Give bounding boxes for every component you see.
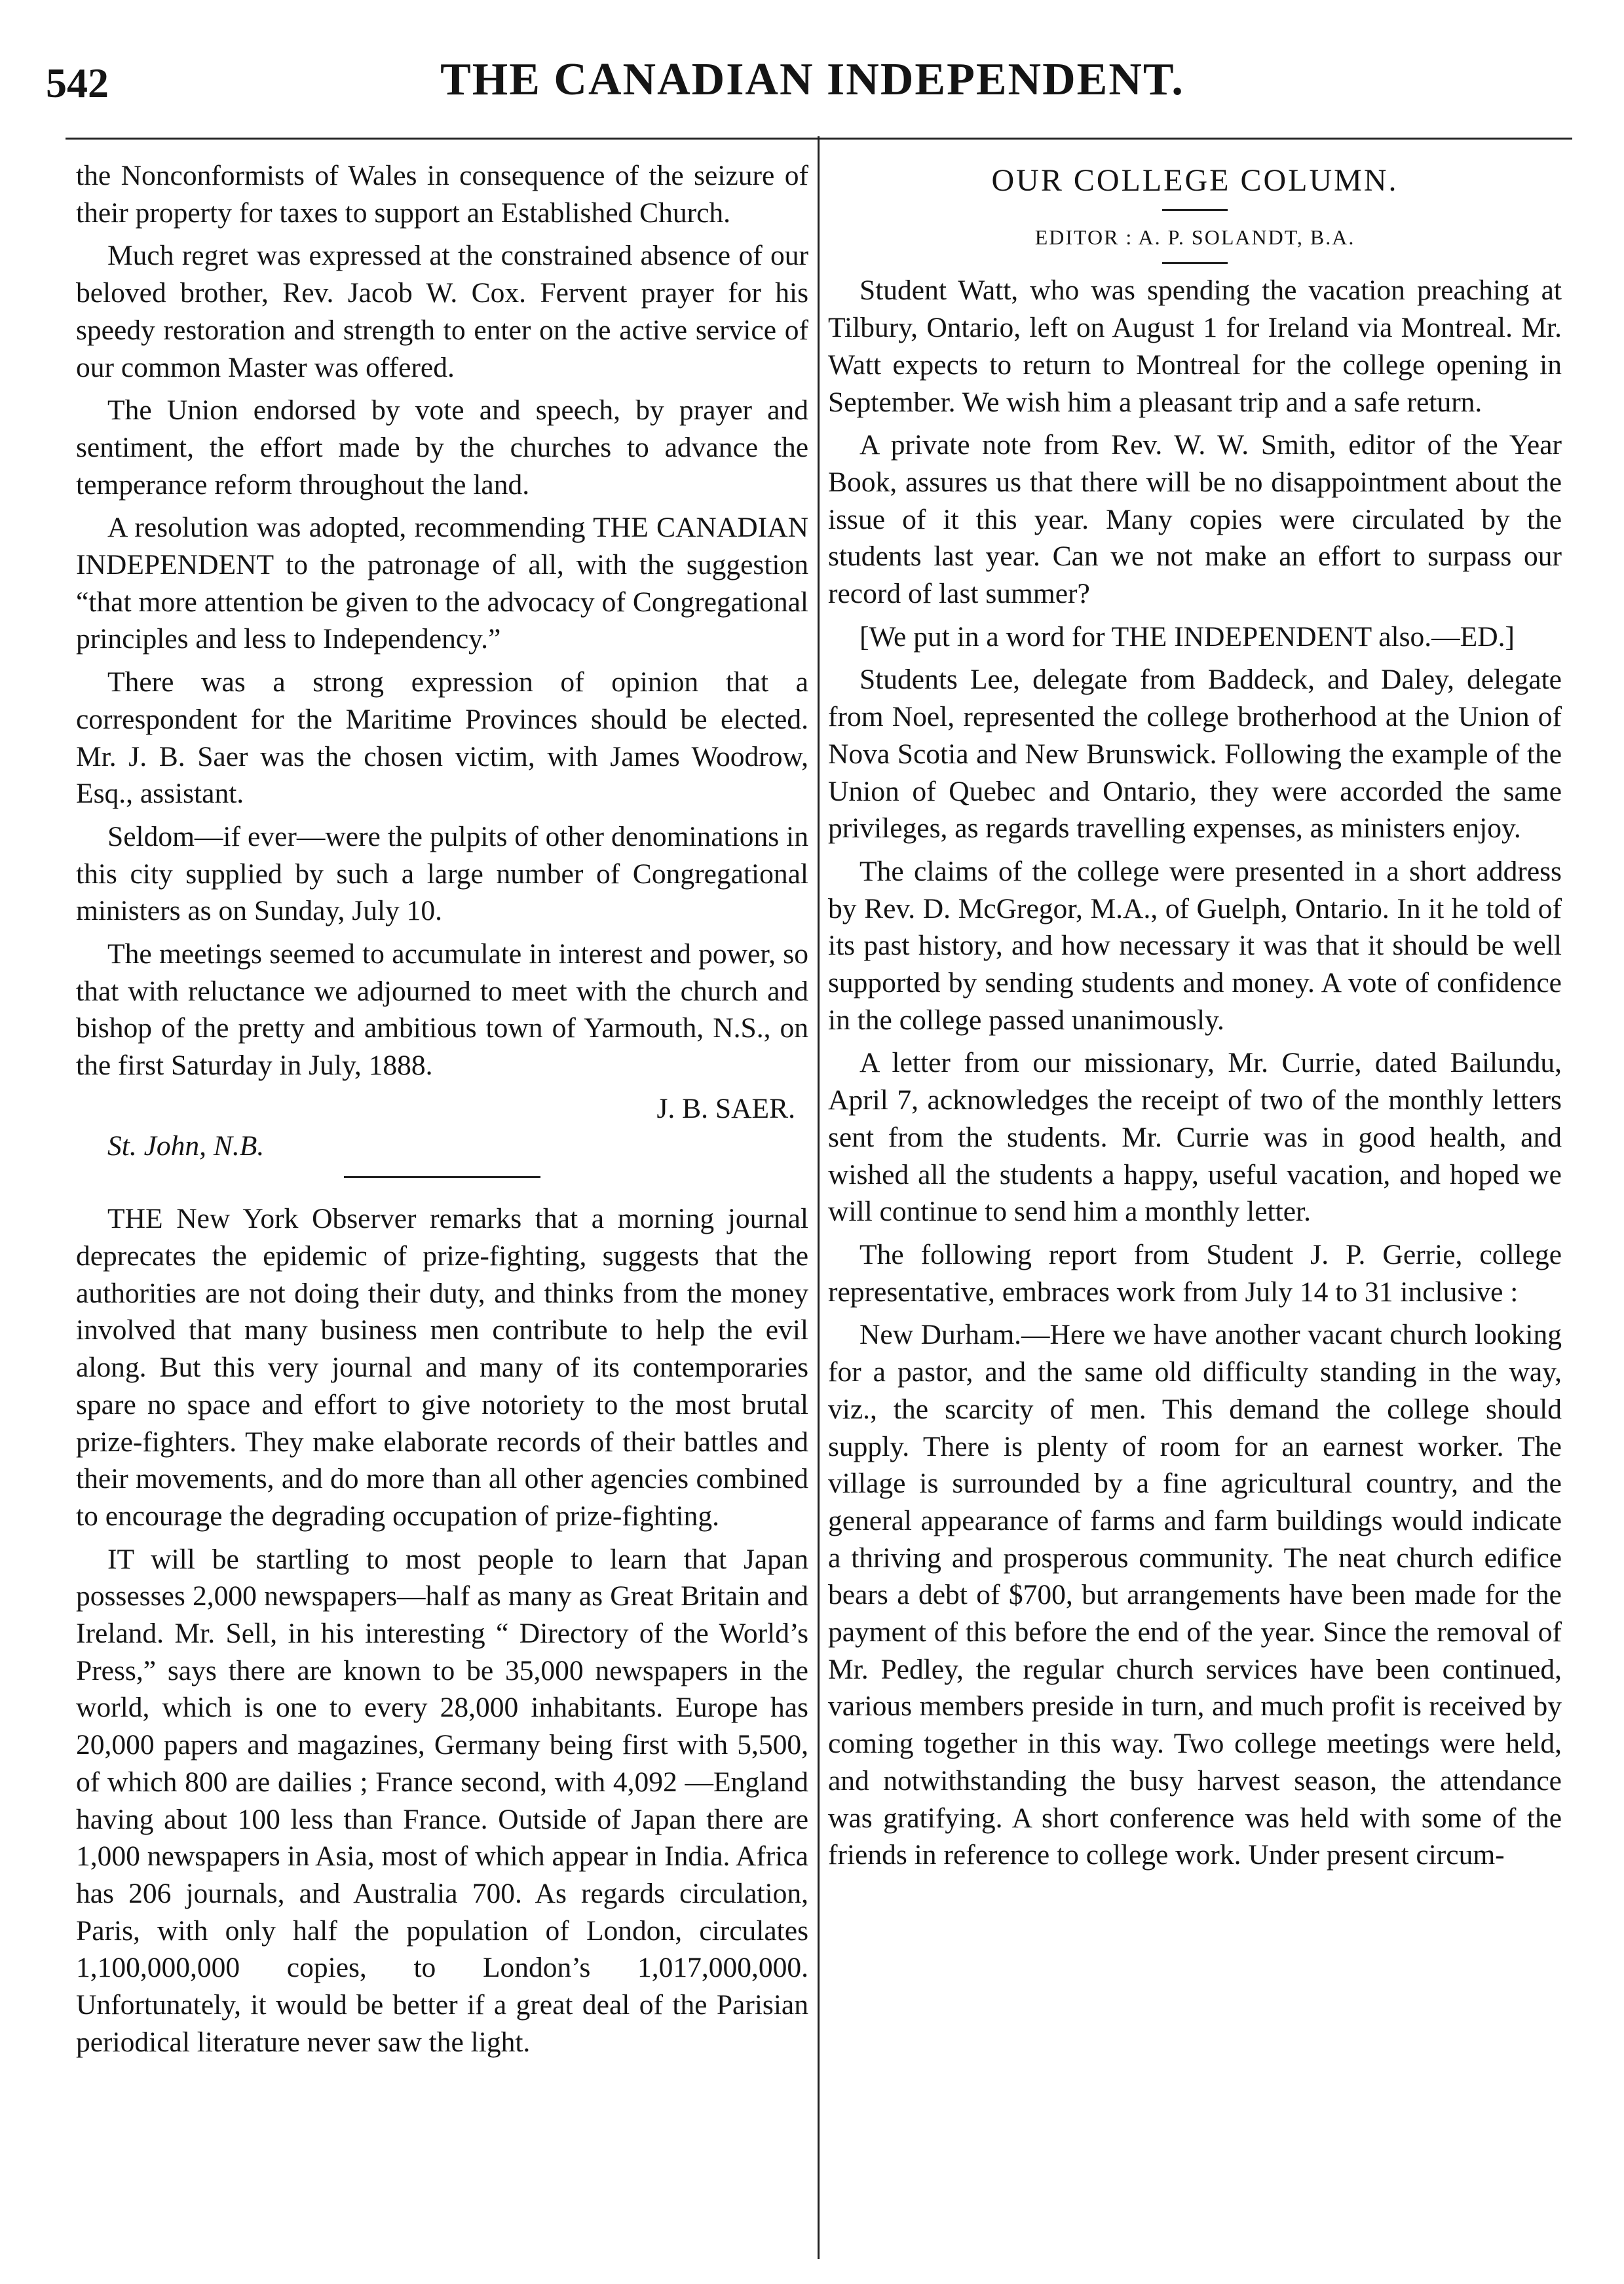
right-column: [828, 157, 1562, 1880]
paragraph: The meetings seemed to accumulate in interest and power, so that with reluctance we adjourned to meet with the church and bishop of the pretty and ambitious town of Yarmouth, N.S., on the first Saturday in July, 1888.: [76, 938, 808, 1082]
editor-rule: [1162, 262, 1228, 264]
college-column-heading: OUR COLLEGE COLUMN.: [991, 163, 1399, 198]
paragraph: New Durham.—Here we have another vacant church looking for a pastor, and the same old difficulty standing in the way, viz., the scarcity of men. This demand the college should supply. There is plenty of room for an earnest worker. The village is surrounded by a fine agricultural country, and the general appearance of farms and farm buildings would indicate a thriving and prosperous community. The neat church edifice bears a debt of $700, but arrangements have been made for the payment of this before the end of the year. Since the removal of Mr. Pedley, the regular church services have been continued, various members preside in turn, and much profit is received by coming together in this way. Two college meetings were held, and notwithstanding the busy harvest season, the attendance was gratifying. A short conference was held with some of the friends in reference to college work. Under present circum-: [828, 1319, 1562, 1871]
paragraph: The Union endorsed by vote and speech, by prayer and sentiment, the effort made by the churches to advance the temperance reform throughout the land.: [76, 394, 808, 501]
paragraph: IT will be startling to most people to learn that Japan possesses 2,000 newspapers—half as many as Great Britain and Ireland. Mr. Sell, in his interesting “ Directory of the World’s Press,” says there are known to be 35,000 newspapers in the world, which is one to every 28,000 inhabitants. Europe has 20,000 papers and magazines, Germany being first with 5,500, of which 800 are dailies ; France second, with 4,092 —England having about 100 less than France. Outside of Japan there are 1,000 newspapers in Asia, most of which appear in India. Africa has 206 journals, and Australia 700. As regards circulation, Paris, with only half the population of London, circulates 1,100,000,000 copies, to London’s 1,017,000,000. Unfortunately, it would be better if a great deal of the Parisian periodical literature never saw the light.: [76, 1543, 808, 2058]
paragraph: THE New York Observer remarks that a morning journal deprecates the epidemic of prize-fighting, suggests that the authorities are not doing their duty, and thinks from the money involved that many business men contribute to help the evil along. But this very journal and many of its contemporaries spare no space and effort to give notoriety to the most brutal prize-fighters. They make elaborate records of their battles and their movements, and do more than all other agencies combined to encourage the degrading occupation of prize-fighting.: [76, 1203, 808, 1532]
paragraph: Student Watt, who was spending the vacation preaching at Tilbury, Ontario, left on August 1 for Ireland via Montreal. Mr. Watt expects to return to Montreal for the college opening in September. We wish him a pleasant trip and a safe return.: [828, 275, 1562, 418]
left-column: [76, 157, 808, 2066]
paragraph: Much regret was expressed at the constrained absence of our beloved brother, Rev. Jacob W. Cox. Fervent prayer for his speedy restoration and strength to enter on the active service of our common Master was offered.: [76, 240, 808, 383]
paragraph: There was a strong expression of opinion that a correspondent for the Maritime Provinces should be elected. Mr. J. B. Saer was the chosen victim, with James Woodrow, Esq., assistant.: [76, 666, 808, 810]
page-number: 542: [46, 60, 109, 106]
paragraph: Seldom—if ever—were the pulpits of other denominations in this city supplied by such a large number of Congregational ministers as on Sunday, July 10.: [76, 820, 808, 927]
paragraph: A private note from Rev. W. W. Smith, editor of the Year Book, assures us that there will be no disappointment about the issue of it this year. Many copies were circulated by the students last year. Can we not make an effort to surpass our record of last summer?: [828, 429, 1562, 610]
editor-note: [We put in a word for THE INDEPENDENT also.—ED.]: [859, 620, 1515, 653]
section-divider: [344, 1176, 540, 1178]
paragraph: A resolution was adopted, recommending THE CANADIAN INDEPENDENT to the patronage of all, with the suggestion “that more attention be given to the advocacy of Congregational principles and less to Independency.”: [76, 512, 808, 655]
running-title: THE CANADIAN INDEPENDENT.: [440, 54, 1184, 105]
paragraph: The following report from Student J. P. Gerrie, college representative, embraces work from July 14 to 31 inclusive :: [828, 1238, 1562, 1308]
heading-rule: [1162, 209, 1228, 211]
paragraph: Students Lee, delegate from Baddeck, and Daley, delegate from Noel, represented the college brotherhood at the Union of Nova Scotia and New Brunswick. Following the example of the Union of Quebec and Ontario, they were accorded the same privileges, as regards travelling expenses, as ministers enjoy.: [828, 664, 1562, 845]
page-header: [46, 54, 1579, 132]
signature: J. B. SAER.: [656, 1092, 795, 1124]
paragraph: A letter from our missionary, Mr. Currie, dated Bailundu, April 7, acknowledges the receipt of two of the monthly letters sent from the students. Mr. Currie was in good health, and wished all the students a happy, useful vacation, and hoped we will continue to send him a monthly letter.: [828, 1047, 1562, 1228]
paragraph: The claims of the college were presented in a short address by Rev. D. McGregor, M.A., of Guelph, Ontario. In it he told of its past history, and how necessary it was that it should be well supported by sending students and money. A vote of confidence in the college passed unanimously.: [828, 855, 1562, 1036]
paragraph: the Nonconformists of Wales in consequence of the seizure of their property for taxes to support an Established Church.: [76, 160, 808, 229]
editor-line: EDITOR : A. P. SOLANDT, B.A.: [1034, 225, 1355, 249]
place-line: St. John, N.B.: [107, 1130, 265, 1162]
column-divider: [818, 136, 820, 2259]
